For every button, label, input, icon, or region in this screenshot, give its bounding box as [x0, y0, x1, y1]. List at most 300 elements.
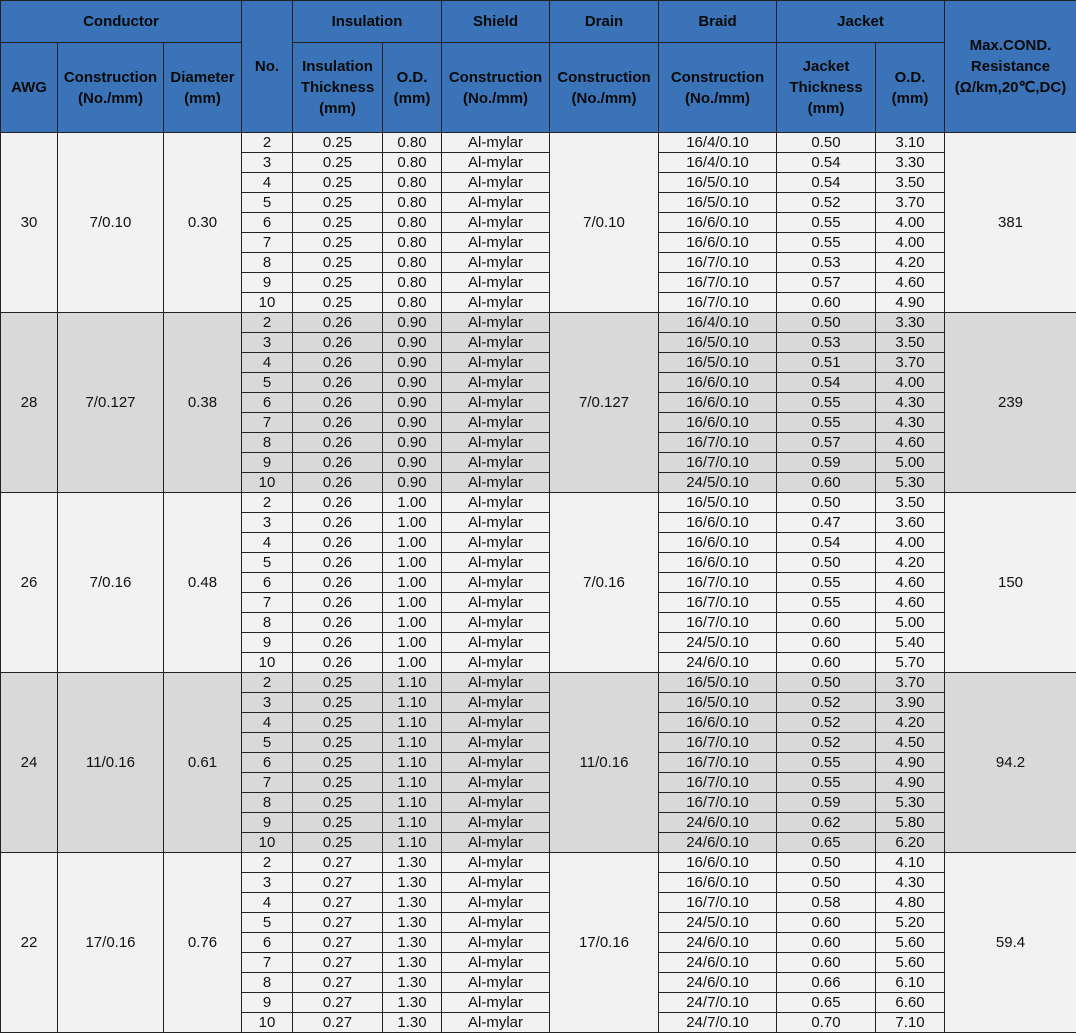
cell-shield-construction: Al-mylar [442, 173, 550, 193]
cell-braid-construction: 16/5/0.10 [659, 493, 777, 513]
cell-shield-construction: Al-mylar [442, 433, 550, 453]
cell-jacket-thickness: 0.55 [777, 753, 876, 773]
cell-no: 8 [242, 253, 293, 273]
cell-jacket-thickness: 0.60 [777, 653, 876, 673]
cell-insulation-od: 1.00 [383, 633, 442, 653]
cell-jacket-od: 5.40 [876, 633, 945, 653]
cell-jacket-od: 5.60 [876, 953, 945, 973]
cell-braid-construction: 16/6/0.10 [659, 553, 777, 573]
cell-insulation-od: 1.10 [383, 713, 442, 733]
cell-jacket-od: 4.90 [876, 293, 945, 313]
cell-jacket-thickness: 0.57 [777, 273, 876, 293]
cell-no: 5 [242, 373, 293, 393]
cell-jacket-od: 4.10 [876, 853, 945, 873]
cell-insulation-od: 0.80 [383, 253, 442, 273]
cell-braid-construction: 16/6/0.10 [659, 393, 777, 413]
table-row [1, 133, 1076, 153]
cell-shield-construction: Al-mylar [442, 313, 550, 333]
cell-shield-construction: Al-mylar [442, 633, 550, 653]
header-conductor: Conductor [1, 1, 242, 43]
cell-insulation-thickness: 0.25 [293, 193, 383, 213]
cell-insulation-od: 0.80 [383, 133, 442, 153]
cell-insulation-od: 1.10 [383, 673, 442, 693]
cell-insulation-od: 0.80 [383, 153, 442, 173]
cell-awg: 30 [1, 133, 58, 313]
cell-jacket-thickness: 0.51 [777, 353, 876, 373]
cell-jacket-od: 4.50 [876, 733, 945, 753]
cell-shield-construction: Al-mylar [442, 653, 550, 673]
cell-insulation-thickness: 0.27 [293, 853, 383, 873]
cell-jacket-thickness: 0.52 [777, 693, 876, 713]
cell-jacket-od: 4.00 [876, 233, 945, 253]
cell-insulation-od: 1.30 [383, 1013, 442, 1033]
cell-shield-construction: Al-mylar [442, 613, 550, 633]
cell-no: 3 [242, 333, 293, 353]
cell-insulation-od: 1.30 [383, 853, 442, 873]
cell-braid-construction: 16/6/0.10 [659, 413, 777, 433]
cell-awg: 24 [1, 673, 58, 853]
cell-insulation-od: 1.00 [383, 533, 442, 553]
cell-conductor-construction: 7/0.127 [58, 313, 164, 493]
cell-no: 3 [242, 873, 293, 893]
cell-jacket-od: 6.20 [876, 833, 945, 853]
header-line: (mm) [393, 89, 431, 107]
cell-no: 7 [242, 413, 293, 433]
cell-shield-construction: Al-mylar [442, 233, 550, 253]
cell-insulation-thickness: 0.25 [293, 153, 383, 173]
cell-insulation-od: 1.10 [383, 773, 442, 793]
cell-braid-construction: 24/6/0.10 [659, 953, 777, 973]
cell-insulation-od: 0.90 [383, 313, 442, 333]
cell-insulation-od: 1.10 [383, 693, 442, 713]
cell-jacket-od: 4.20 [876, 553, 945, 573]
cell-jacket-thickness: 0.55 [777, 593, 876, 613]
cell-braid-construction: 16/7/0.10 [659, 593, 777, 613]
cell-jacket-thickness: 0.50 [777, 493, 876, 513]
cell-braid-construction: 16/4/0.10 [659, 313, 777, 333]
cell-shield-construction: Al-mylar [442, 853, 550, 873]
cell-shield-construction: Al-mylar [442, 473, 550, 493]
cell-shield-construction: Al-mylar [442, 933, 550, 953]
cell-braid-construction: 16/5/0.10 [659, 353, 777, 373]
cell-jacket-thickness: 0.50 [777, 133, 876, 153]
cell-shield-construction: Al-mylar [442, 493, 550, 513]
cell-braid-construction: 24/7/0.10 [659, 1013, 777, 1033]
cell-insulation-od: 1.00 [383, 513, 442, 533]
cell-insulation-od: 0.90 [383, 453, 442, 473]
cell-insulation-od: 1.30 [383, 953, 442, 973]
cell-insulation-thickness: 0.25 [293, 793, 383, 813]
header-braid-construction [659, 43, 777, 133]
cell-no: 2 [242, 673, 293, 693]
cell-jacket-thickness: 0.55 [777, 413, 876, 433]
table-row [1, 313, 1076, 333]
cell-jacket-od: 5.30 [876, 473, 945, 493]
cell-braid-construction: 16/5/0.10 [659, 673, 777, 693]
cell-insulation-od: 1.10 [383, 833, 442, 853]
cell-insulation-thickness: 0.26 [293, 453, 383, 473]
cell-insulation-thickness: 0.26 [293, 493, 383, 513]
cell-jacket-thickness: 0.62 [777, 813, 876, 833]
cell-awg: 28 [1, 313, 58, 493]
header-line: Insulation [302, 58, 373, 75]
cell-jacket-od: 4.60 [876, 593, 945, 613]
cell-insulation-thickness: 0.25 [293, 713, 383, 733]
cell-jacket-thickness: 0.55 [777, 213, 876, 233]
header-line: (mm) [319, 100, 356, 117]
cell-max-resistance: 239 [945, 313, 1076, 493]
cell-jacket-thickness: 0.65 [777, 833, 876, 853]
cell-braid-construction: 16/7/0.10 [659, 293, 777, 313]
cell-braid-construction: 24/6/0.10 [659, 833, 777, 853]
cell-shield-construction: Al-mylar [442, 773, 550, 793]
header-no: No. [242, 1, 293, 133]
header-line: (Ω/km,20℃,DC) [954, 79, 1067, 96]
cell-shield-construction: Al-mylar [442, 573, 550, 593]
cell-braid-construction: 16/5/0.10 [659, 693, 777, 713]
cell-braid-construction: 16/6/0.10 [659, 873, 777, 893]
cell-shield-construction: Al-mylar [442, 553, 550, 573]
cell-shield-construction: Al-mylar [442, 813, 550, 833]
cell-shield-construction: Al-mylar [442, 333, 550, 353]
cell-braid-construction: 16/7/0.10 [659, 253, 777, 273]
cell-jacket-od: 3.90 [876, 693, 945, 713]
cell-braid-construction: 16/7/0.10 [659, 613, 777, 633]
cell-jacket-od: 3.50 [876, 173, 945, 193]
cell-jacket-od: 5.60 [876, 933, 945, 953]
cell-shield-construction: Al-mylar [442, 693, 550, 713]
cell-braid-construction: 24/6/0.10 [659, 653, 777, 673]
cell-insulation-thickness: 0.25 [293, 673, 383, 693]
cell-jacket-thickness: 0.54 [777, 373, 876, 393]
cell-jacket-od: 4.60 [876, 273, 945, 293]
cell-max-resistance: 381 [945, 133, 1076, 313]
cell-insulation-thickness: 0.25 [293, 733, 383, 753]
header-diameter [164, 43, 242, 133]
table-row [1, 673, 1076, 693]
cell-shield-construction: Al-mylar [442, 513, 550, 533]
cell-jacket-thickness: 0.52 [777, 193, 876, 213]
header-line: Thickness [300, 79, 375, 96]
cell-no: 10 [242, 473, 293, 493]
cell-shield-construction: Al-mylar [442, 733, 550, 753]
cell-jacket-thickness: 0.55 [777, 393, 876, 413]
cell-jacket-od: 4.90 [876, 753, 945, 773]
cell-jacket-od: 5.00 [876, 453, 945, 473]
cell-jacket-od: 5.70 [876, 653, 945, 673]
cell-insulation-thickness: 0.27 [293, 1013, 383, 1033]
header-line: Diameter [170, 68, 235, 86]
cell-conductor-construction: 7/0.10 [58, 133, 164, 313]
cell-insulation-thickness: 0.25 [293, 273, 383, 293]
header-braid: Braid [659, 1, 777, 43]
header-line: O.D. [894, 68, 926, 86]
header-drain: Drain [550, 1, 659, 43]
cell-no: 6 [242, 573, 293, 593]
cell-no: 4 [242, 353, 293, 373]
cell-no: 10 [242, 1013, 293, 1033]
cell-shield-construction: Al-mylar [442, 413, 550, 433]
cell-jacket-od: 3.30 [876, 153, 945, 173]
cell-diameter: 0.61 [164, 673, 242, 853]
header-line: (No./mm) [78, 89, 143, 107]
cell-insulation-od: 0.90 [383, 373, 442, 393]
cell-insulation-thickness: 0.26 [293, 373, 383, 393]
cell-insulation-od: 1.30 [383, 913, 442, 933]
cell-jacket-od: 4.60 [876, 573, 945, 593]
cell-no: 4 [242, 173, 293, 193]
cell-jacket-thickness: 0.55 [777, 233, 876, 253]
cell-no: 10 [242, 833, 293, 853]
cell-shield-construction: Al-mylar [442, 193, 550, 213]
cell-insulation-thickness: 0.25 [293, 753, 383, 773]
header-line: Resistance [970, 58, 1051, 75]
cell-no: 5 [242, 193, 293, 213]
table-row [1, 493, 1076, 513]
cell-jacket-thickness: 0.70 [777, 1013, 876, 1033]
cell-insulation-thickness: 0.27 [293, 933, 383, 953]
cell-no: 7 [242, 593, 293, 613]
header-line: Max.COND. [969, 37, 1052, 54]
cell-insulation-thickness: 0.26 [293, 653, 383, 673]
cell-no: 7 [242, 773, 293, 793]
cell-no: 2 [242, 493, 293, 513]
cell-jacket-thickness: 0.55 [777, 573, 876, 593]
header-shield: Shield [442, 1, 550, 43]
cell-no: 6 [242, 933, 293, 953]
cell-jacket-thickness: 0.54 [777, 173, 876, 193]
cell-insulation-thickness: 0.26 [293, 513, 383, 533]
cell-no: 3 [242, 153, 293, 173]
cell-braid-construction: 16/6/0.10 [659, 713, 777, 733]
cell-jacket-od: 3.30 [876, 313, 945, 333]
cell-insulation-thickness: 0.26 [293, 573, 383, 593]
cell-shield-construction: Al-mylar [442, 673, 550, 693]
cell-insulation-thickness: 0.27 [293, 913, 383, 933]
cell-insulation-thickness: 0.25 [293, 693, 383, 713]
cell-shield-construction: Al-mylar [442, 393, 550, 413]
cell-braid-construction: 16/7/0.10 [659, 573, 777, 593]
header-line: Jacket [802, 58, 850, 75]
cell-insulation-od: 1.30 [383, 973, 442, 993]
cell-jacket-od: 3.70 [876, 193, 945, 213]
cell-insulation-thickness: 0.25 [293, 133, 383, 153]
cell-braid-construction: 16/7/0.10 [659, 893, 777, 913]
cell-shield-construction: Al-mylar [442, 833, 550, 853]
cell-jacket-thickness: 0.53 [777, 253, 876, 273]
cell-jacket-od: 3.10 [876, 133, 945, 153]
header-jacket: Jacket [777, 1, 945, 43]
cell-braid-construction: 24/5/0.10 [659, 913, 777, 933]
cell-shield-construction: Al-mylar [442, 993, 550, 1013]
cell-jacket-thickness: 0.54 [777, 533, 876, 553]
cell-insulation-od: 0.80 [383, 233, 442, 253]
header-line: Construction [557, 68, 651, 86]
cell-insulation-od: 1.00 [383, 573, 442, 593]
cell-jacket-thickness: 0.60 [777, 633, 876, 653]
cell-shield-construction: Al-mylar [442, 893, 550, 913]
header-jacket-thickness [777, 43, 876, 133]
cell-conductor-construction: 7/0.16 [58, 493, 164, 673]
cell-no: 2 [242, 853, 293, 873]
cell-braid-construction: 16/6/0.10 [659, 373, 777, 393]
header-max-resistance [945, 1, 1076, 133]
cell-shield-construction: Al-mylar [442, 753, 550, 773]
cell-insulation-thickness: 0.27 [293, 873, 383, 893]
cell-shield-construction: Al-mylar [442, 373, 550, 393]
cell-insulation-od: 0.80 [383, 173, 442, 193]
cell-jacket-thickness: 0.52 [777, 733, 876, 753]
table-header [1, 1, 1076, 133]
cell-insulation-thickness: 0.26 [293, 333, 383, 353]
cell-braid-construction: 24/6/0.10 [659, 973, 777, 993]
cell-jacket-thickness: 0.57 [777, 433, 876, 453]
header-line: O.D. [396, 68, 428, 86]
cell-braid-construction: 24/7/0.10 [659, 993, 777, 1013]
cell-jacket-thickness: 0.47 [777, 513, 876, 533]
cell-no: 3 [242, 513, 293, 533]
cell-jacket-od: 6.10 [876, 973, 945, 993]
cell-drain-construction: 17/0.16 [550, 853, 659, 1033]
cell-braid-construction: 16/7/0.10 [659, 733, 777, 753]
cell-no: 9 [242, 813, 293, 833]
header-line: (mm) [807, 100, 845, 117]
cell-shield-construction: Al-mylar [442, 153, 550, 173]
cell-jacket-thickness: 0.50 [777, 853, 876, 873]
cell-insulation-thickness: 0.26 [293, 593, 383, 613]
cell-max-resistance: 150 [945, 493, 1076, 673]
header-drain-construction [550, 43, 659, 133]
cell-braid-construction: 16/5/0.10 [659, 333, 777, 353]
cell-no: 9 [242, 633, 293, 653]
cell-no: 4 [242, 533, 293, 553]
cell-jacket-od: 5.20 [876, 913, 945, 933]
cell-insulation-thickness: 0.26 [293, 353, 383, 373]
cell-no: 7 [242, 953, 293, 973]
cell-insulation-od: 0.90 [383, 333, 442, 353]
cell-no: 9 [242, 273, 293, 293]
header-insulation: Insulation [293, 1, 442, 43]
cell-no: 6 [242, 213, 293, 233]
cell-insulation-od: 1.00 [383, 493, 442, 513]
cell-jacket-od: 6.60 [876, 993, 945, 1013]
cell-braid-construction: 24/5/0.10 [659, 633, 777, 653]
cell-no: 6 [242, 393, 293, 413]
cell-no: 8 [242, 793, 293, 813]
cell-diameter: 0.30 [164, 133, 242, 313]
header-line: Construction [63, 68, 158, 86]
cell-braid-construction: 16/6/0.10 [659, 513, 777, 533]
cell-no: 6 [242, 753, 293, 773]
cell-insulation-od: 0.80 [383, 293, 442, 313]
cell-jacket-thickness: 0.50 [777, 673, 876, 693]
cell-insulation-od: 0.80 [383, 273, 442, 293]
cell-no: 7 [242, 233, 293, 253]
cell-awg: 22 [1, 853, 58, 1033]
cell-drain-construction: 7/0.10 [550, 133, 659, 313]
cell-insulation-od: 0.80 [383, 213, 442, 233]
cell-insulation-thickness: 0.26 [293, 313, 383, 333]
cell-insulation-thickness: 0.26 [293, 433, 383, 453]
cell-braid-construction: 16/7/0.10 [659, 753, 777, 773]
header-line: (No./mm) [463, 89, 528, 107]
cell-max-resistance: 59.4 [945, 853, 1076, 1033]
cell-jacket-thickness: 0.52 [777, 713, 876, 733]
header-conductor-construction [58, 43, 164, 133]
cell-jacket-od: 4.20 [876, 253, 945, 273]
cell-insulation-od: 1.00 [383, 593, 442, 613]
cell-insulation-thickness: 0.27 [293, 993, 383, 1013]
cell-insulation-thickness: 0.26 [293, 413, 383, 433]
cell-no: 2 [242, 313, 293, 333]
cell-braid-construction: 16/7/0.10 [659, 433, 777, 453]
cell-jacket-thickness: 0.53 [777, 333, 876, 353]
cell-shield-construction: Al-mylar [442, 273, 550, 293]
cell-insulation-od: 0.90 [383, 473, 442, 493]
cell-no: 5 [242, 553, 293, 573]
cell-jacket-od: 4.00 [876, 213, 945, 233]
cell-jacket-od: 4.20 [876, 713, 945, 733]
cell-insulation-thickness: 0.26 [293, 393, 383, 413]
cell-insulation-thickness: 0.27 [293, 893, 383, 913]
cell-jacket-thickness: 0.58 [777, 893, 876, 913]
cell-shield-construction: Al-mylar [442, 873, 550, 893]
cell-no: 9 [242, 993, 293, 1013]
cell-braid-construction: 16/5/0.10 [659, 173, 777, 193]
header-line: Thickness [789, 79, 863, 96]
cell-insulation-od: 1.10 [383, 813, 442, 833]
cell-jacket-od: 5.80 [876, 813, 945, 833]
header-line: (No./mm) [571, 89, 637, 107]
cell-insulation-od: 0.90 [383, 353, 442, 373]
cell-insulation-thickness: 0.26 [293, 473, 383, 493]
cell-insulation-thickness: 0.26 [293, 613, 383, 633]
cell-braid-construction: 16/4/0.10 [659, 133, 777, 153]
cell-braid-construction: 16/7/0.10 [659, 773, 777, 793]
cell-insulation-od: 1.30 [383, 873, 442, 893]
cell-drain-construction: 11/0.16 [550, 673, 659, 853]
table-row [1, 853, 1076, 873]
cell-braid-construction: 16/4/0.10 [659, 153, 777, 173]
cell-insulation-od: 1.30 [383, 893, 442, 913]
cell-insulation-thickness: 0.26 [293, 533, 383, 553]
cell-insulation-thickness: 0.27 [293, 973, 383, 993]
cell-shield-construction: Al-mylar [442, 353, 550, 373]
cell-jacket-thickness: 0.50 [777, 873, 876, 893]
cell-jacket-od: 7.10 [876, 1013, 945, 1033]
cell-jacket-od: 3.50 [876, 333, 945, 353]
cell-insulation-od: 1.10 [383, 753, 442, 773]
cell-no: 8 [242, 613, 293, 633]
cell-insulation-thickness: 0.26 [293, 553, 383, 573]
cell-jacket-od: 4.60 [876, 433, 945, 453]
cell-no: 2 [242, 133, 293, 153]
cell-shield-construction: Al-mylar [442, 713, 550, 733]
cell-insulation-od: 1.00 [383, 653, 442, 673]
cell-braid-construction: 16/6/0.10 [659, 233, 777, 253]
cell-braid-construction: 24/6/0.10 [659, 933, 777, 953]
cell-drain-construction: 7/0.16 [550, 493, 659, 673]
cell-insulation-od: 0.90 [383, 413, 442, 433]
cell-jacket-thickness: 0.54 [777, 153, 876, 173]
cell-insulation-od: 1.10 [383, 733, 442, 753]
header-awg: AWG [1, 43, 58, 133]
cell-insulation-od: 1.30 [383, 993, 442, 1013]
cell-shield-construction: Al-mylar [442, 953, 550, 973]
cell-braid-construction: 16/6/0.10 [659, 853, 777, 873]
cell-no: 5 [242, 913, 293, 933]
cell-insulation-thickness: 0.25 [293, 293, 383, 313]
